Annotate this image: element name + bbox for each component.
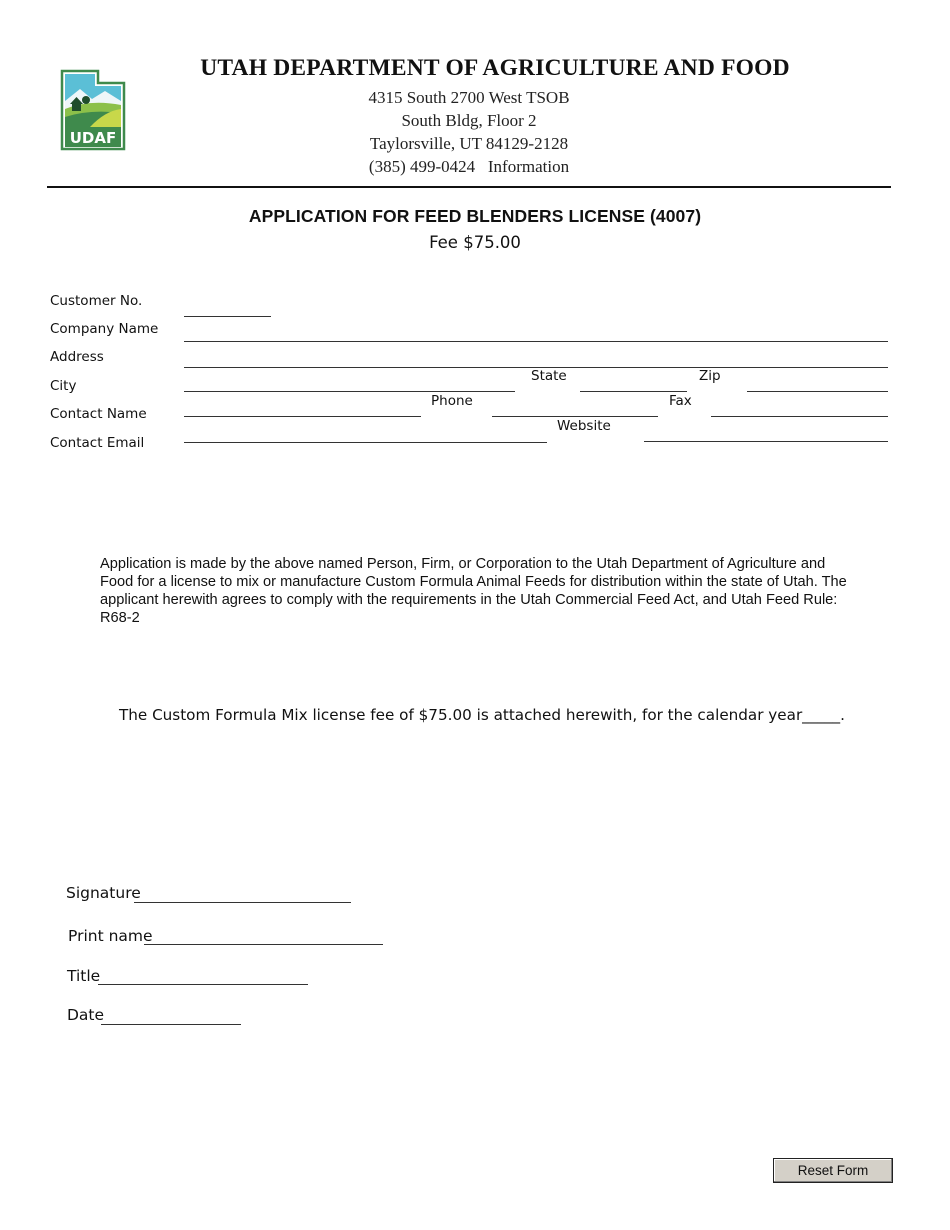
- fax-field[interactable]: [711, 416, 888, 435]
- title-field[interactable]: [98, 984, 308, 1003]
- signature-field[interactable]: [134, 902, 351, 921]
- reset-form-button[interactable]: Reset Form: [773, 1158, 893, 1183]
- signature-label: Signature: [66, 884, 141, 902]
- date-field[interactable]: [101, 1024, 241, 1043]
- form-title: APPLICATION FOR FEED BLENDERS LICENSE (4007): [248, 206, 702, 226]
- contact-email-field[interactable]: [184, 442, 547, 461]
- date-label: Date: [67, 1006, 105, 1024]
- zip-label: Zip: [699, 368, 721, 384]
- contact-name-field[interactable]: [184, 416, 421, 435]
- contact-email-label: Contact Email: [50, 435, 145, 451]
- phone-field[interactable]: [492, 416, 658, 435]
- address-label: Address: [50, 349, 104, 365]
- address-line-3: Taylorsville, UT 84129-2128: [369, 134, 569, 153]
- customer-no-field[interactable]: [184, 316, 271, 335]
- print-name-field[interactable]: [144, 944, 383, 963]
- fee-statement: The Custom Formula Mix license fee of $75.00 is attached herewith, for the calendar year_____.: [119, 706, 845, 724]
- city-field[interactable]: [184, 391, 515, 410]
- zip-field[interactable]: [747, 391, 888, 410]
- phone-label: Phone: [431, 393, 473, 409]
- state-label: State: [531, 368, 567, 384]
- state-field[interactable]: [580, 391, 687, 410]
- city-label: City: [50, 378, 77, 394]
- address-line-1: 4315 South 2700 West TSOB: [368, 88, 570, 107]
- address-field[interactable]: [184, 367, 888, 386]
- phone-information: (385) 499-0424 Information: [368, 157, 570, 176]
- header-divider: [47, 186, 891, 188]
- website-label: Website: [557, 418, 611, 434]
- fax-label: Fax: [669, 393, 692, 409]
- company-name-label: Company Name: [50, 321, 159, 337]
- title-label: Title: [67, 967, 101, 985]
- application-statement: Application is made by the above named Person, Firm, or Corporation to the Utah Department of Agriculture and Food for a license to mix or manufacture Custom Formula Animal Feeds for distribution within the state of Utah. The applicant herewith agrees to comply with the requirements in the Utah Commercial Feed Act, and Utah Feed Rule: R68-2: [100, 556, 847, 626]
- logo-text: UDAF: [69, 129, 117, 147]
- website-field[interactable]: [644, 441, 888, 460]
- contact-name-label: Contact Name: [50, 406, 147, 422]
- form-fee: Fee $75.00: [429, 233, 521, 252]
- print-name-label: Print name: [68, 927, 153, 945]
- agency-name: UTAH DEPARTMENT OF AGRICULTURE AND FOOD: [200, 55, 790, 81]
- address-line-2: South Bldg, Floor 2: [401, 111, 537, 130]
- customer-no-label: Customer No.: [50, 293, 143, 309]
- company-name-field[interactable]: [184, 341, 888, 360]
